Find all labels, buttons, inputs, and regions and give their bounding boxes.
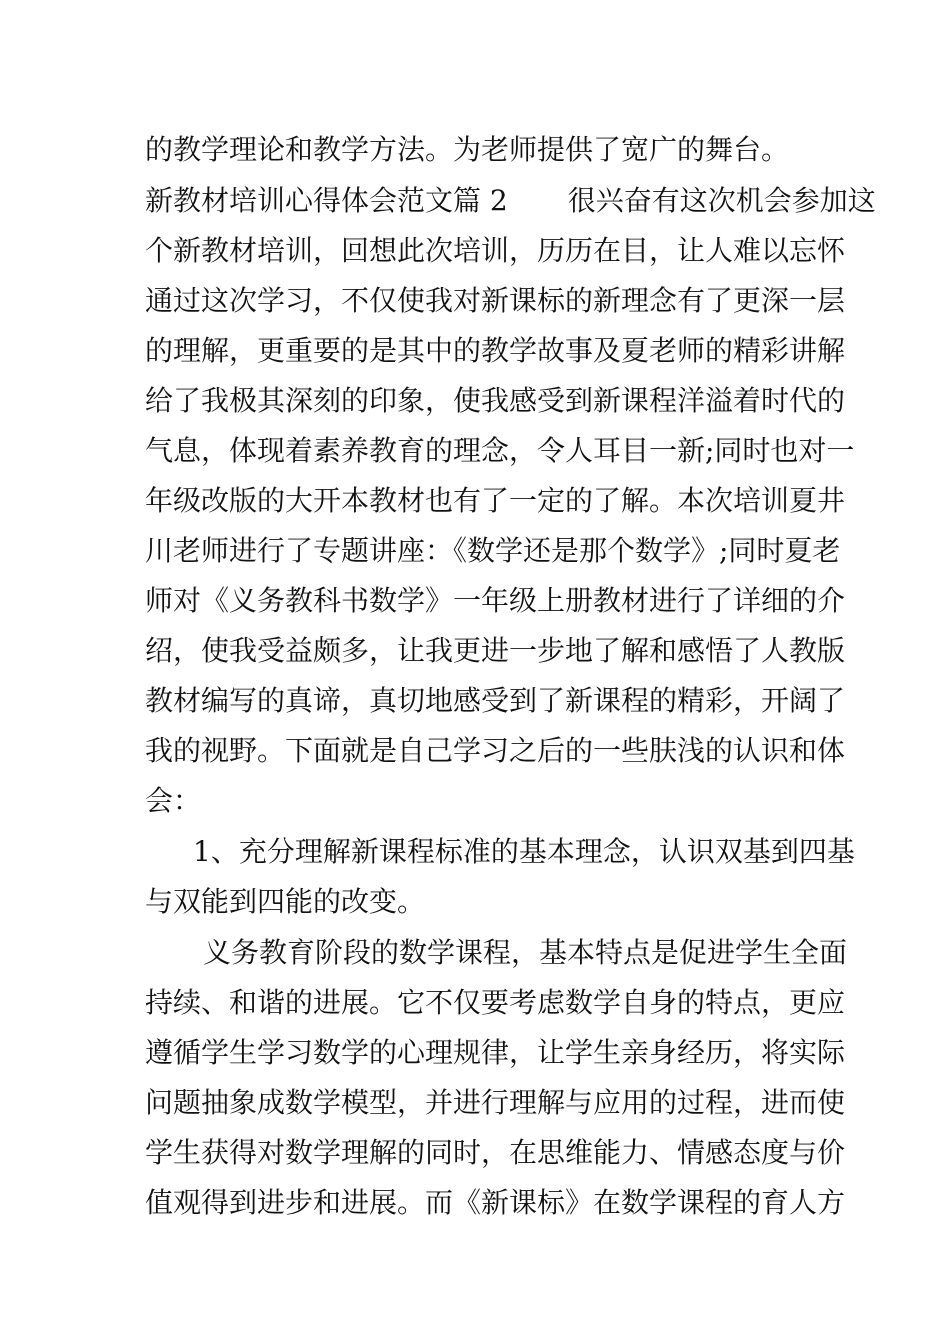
text-line: 教材编写的真谛，真切地感受到了新课程的精彩，开阔了 [145, 684, 846, 717]
text-line: 通过这次学习，不仅使我对新课标的新理念有了更深一层 [145, 284, 846, 317]
text-line: 川老师进行了专题讲座：《数学还是那个数学》;同时夏老 [145, 534, 841, 567]
text-line: 的理解，更重要的是其中的教学故事及夏老师的精彩讲解 [145, 334, 846, 367]
list-item-line: 1、充分理解新课程标准的基本理念，认识双基到四基 [193, 835, 855, 868]
text-line: 问题抽象成数学模型，并进行理解与应用的过程，进而使 [145, 1086, 846, 1119]
text-line: 的教学理论和教学方法。为老师提供了宽广的舞台。 [145, 133, 790, 166]
text-line: 我的视野。下面就是自己学习之后的一些肤浅的认识和体 [145, 734, 846, 767]
text-line: 值观得到进步和进展。而《新课标》在数学课程的育人方 [145, 1186, 846, 1219]
text-line: 个新教材培训，回想此次培训，历历在目，让人难以忘怀 [145, 234, 846, 267]
text-line: 年级改版的大开本教材也有了一定的了解。本次培训夏井 [145, 484, 846, 517]
text-line: 绍，使我受益颇多，让我更进一步地了解和感悟了人教版 [145, 634, 846, 667]
section-title: 新教材培训心得体会范文篇 2 [145, 184, 508, 217]
text-line: 学生获得对数学理解的同时，在思维能力、情感态度与价 [145, 1136, 846, 1169]
text-line: 遵循学生学习数学的心理规律，让学生亲身经历，将实际 [145, 1036, 846, 1069]
text-line: 会： [145, 784, 202, 817]
text-line: 与双能到四能的改变。 [145, 885, 426, 918]
text-line: 气息，体现着素养教育的理念，令人耳目一新;同时也对一 [145, 434, 855, 467]
text-line: 持续、和谐的进展。它不仅要考虑数学自身的特点，更应 [145, 986, 846, 1019]
text-line: 师对《义务教科书数学》一年级上册教材进行了详细的介 [145, 584, 846, 617]
section-heading-line [145, 181, 876, 221]
text-fragment: 很兴奋有这次机会参加这 [567, 184, 876, 217]
text-line: 给了我极其深刻的印象，使我感受到新课程洋溢着时代的 [145, 384, 846, 417]
paragraph-first-line: 义务教育阶段的数学课程，基本特点是促进学生全面 [203, 936, 848, 969]
